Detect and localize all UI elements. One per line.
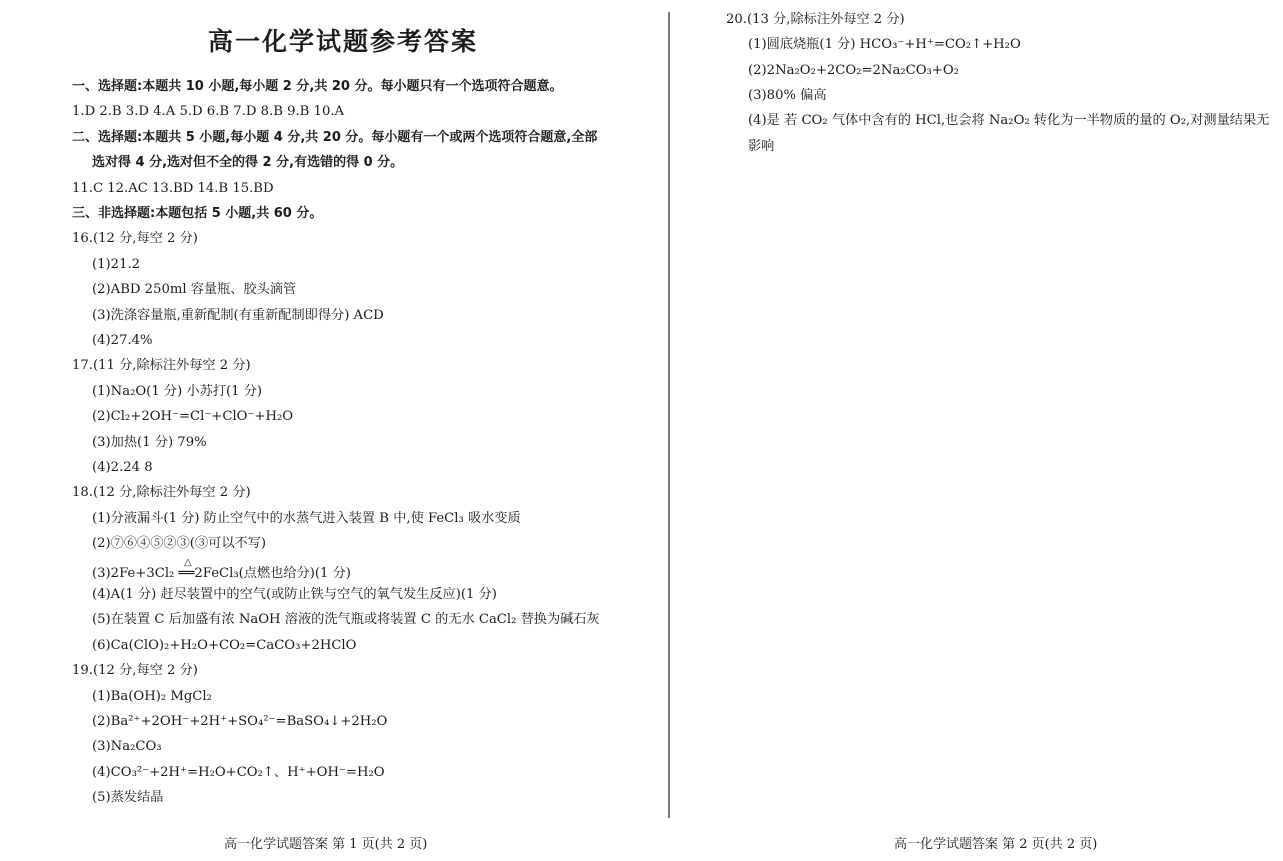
page-1-footer: 高一化学试题答案 第 1 页(共 2 页) [224,837,428,852]
page1-answer-line: 1.D 2.B 3.D 4.A 5.D 6.B 7.D 8.B 9.B 10.A [72,104,345,120]
page1-answer-line: 11.C 12.AC 13.BD 14.B 15.BD [72,180,274,196]
answer-page-2 [672,0,1283,861]
page2-answer-line: 20.(13 分,除标注外每空 2 分) [726,12,905,27]
page1-answer-line: (1)分液漏斗(1 分) 防止空气中的水蒸气进入装置 B 中,使 FeCl₃ 吸水变质 [92,510,521,526]
question-20-part-4 [748,108,1272,160]
page1-answer-line: 19.(12 分,每空 2 分) [72,663,198,679]
page1-answer-line: 选对得 4 分,选对但不全的得 2 分,有选错的得 0 分。 [92,155,404,171]
page1-answer-line: (3)2Fe+3Cl₂ ══2FeCl₃(点燃也给分)(1 分) △ [92,565,351,583]
page1-answer-line: (5)蒸发结晶 [92,790,164,806]
page2-answer-line: (1)圆底烧瓶(1 分) HCO₃⁻+H⁺=CO₂↑+H₂O [748,37,1021,53]
page1-answer-line: (1)Ba(OH)₂ MgCl₂ [92,688,212,704]
page2-answer-line: (3)80% 偏高 [748,88,827,104]
page2-answer-line: (2)2Na₂O₂+2CO₂=2Na₂CO₃+O₂ [748,62,959,78]
page1-answer-line: (4)2.24 8 [92,460,153,475]
page1-answer-line: (1)21.2 [92,256,141,272]
page1-answer-line: (2)⑦⑥④⑤②③(③可以不写) [92,536,267,552]
page1-answer-line: (2)Ba²⁺+2OH⁻+2H⁺+SO₄²⁻=BaSO₄↓+2H₂O [92,714,388,729]
page1-answer-line: (3)洗涤容量瓶,重新配制(有重新配制即得分) ACD [92,307,384,323]
question-20-part-4-text: (4)是 若 CO₂ 气体中含有的 HCl,也会将 Na₂O₂ 转化为一半物质的量的 O₂,对测量结果无影响 [748,113,1270,154]
page1-answer-line: (2)ABD 250ml 容量瓶、胶头滴管 [92,282,297,298]
page1-answer-line: 18.(12 分,除标注外每空 2 分) [72,485,251,501]
page1-answer-line: (3)加热(1 分) 79% [92,434,207,450]
page1-answer-line: (4)A(1 分) 赶尽装置中的空气(或防止铁与空气的氧气发生反应)(1 分) [92,587,497,602]
page1-answer-line: 三、非选择题:本题包括 5 小题,共 60 分。 [72,206,323,221]
page1-answer-line: 一、选择题:本题共 10 小题,每小题 2 分,共 20 分。每小题只有一个选项符合题意。 [72,79,563,94]
page1-answer-line: (6)Ca(ClO)₂+H₂O+CO₂=CaCO₃+2HClO [92,637,357,653]
page1-answer-line: 二、选择题:本题共 5 小题,每小题 4 分,共 20 分。每小题有一个或两个选项符合题意,全部 [72,129,598,145]
page1-answer-line: (1)Na₂O(1 分) 小苏打(1 分) [92,383,263,399]
page1-answer-line: 16.(12 分,每空 2 分) [72,231,198,247]
page1-answer-line: (5)在装置 C 后加盛有浓 NaOH 溶液的洗气瓶或将装置 C 的无水 CaCl₂ 替换为碱石灰 [92,612,600,628]
page1-answer-line: 17.(11 分,除标注外每空 2 分) [72,358,251,374]
document-title: 高一化学试题参考答案 [207,27,478,56]
page1-answer-line: (3)Na₂CO₃ [92,739,162,755]
page1-answer-line: (4)CO₃²⁻+2H⁺=H₂O+CO₂↑、H⁺+OH⁻=H₂O [92,764,385,780]
column-divider [668,12,670,818]
heat-condition-symbol: △ [184,556,192,568]
page-2-footer: 高一化学试题答案 第 2 页(共 2 页) [894,837,1098,852]
page1-answer-line: (4)27.4% [92,333,153,348]
page1-answer-line: (2)Cl₂+2OH⁻=Cl⁻+ClO⁻+H₂O [92,409,294,425]
